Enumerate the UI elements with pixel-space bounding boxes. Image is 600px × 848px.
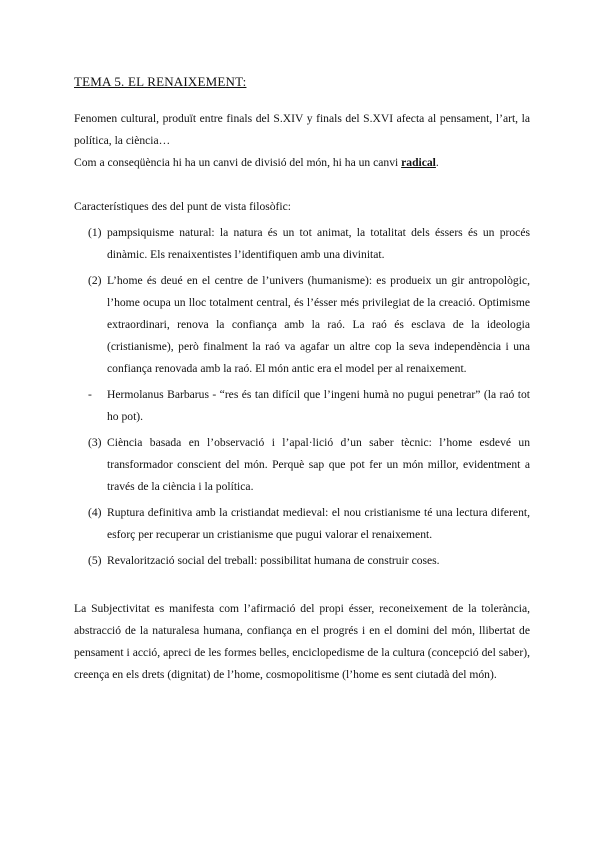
list-marker: (3) xyxy=(88,436,102,449)
spacer xyxy=(74,576,530,598)
list-item-text: Ruptura definitiva amb la cristiandat medieval: el nou cristianisme té una lectura diferent, esforç per recuperar un cristianisme que pugui valorar el renaixement. xyxy=(107,506,530,541)
list-item-text: Hermolanus Barbarus - “res és tan difícil que l’ingeni humà no pugui penetrar” (la raó tot ho pot). xyxy=(107,388,530,423)
intro-line2-text: Com a conseqüència hi ha un canvi de divisió del món, hi ha un canvi xyxy=(74,156,402,169)
list-item-text: L’home és deué en el centre de l’univers (humanisme): es produeix un gir antropològic, l’home ocupa un lloc totalment central, és l’ésser més privilegiat de la creació. Optimisme extraordinari, renova la confiança amb la raó. La raó és esclava de la ideologia (cristianisme), però finalment la raó va agafar un altre cop la seva independència i una confiança renovada amb la raó. El món antic era el model per al renaixement. xyxy=(107,274,530,375)
closing-paragraph: La Subjectivitat es manifesta com l’afirmació del propi ésser, reconeixement de la tolerància, abstracció de la naturalesa humana, confiança en el progrés i en el domini del món, llibertat de pensament i acció, apreci de les formes belles, enciclopedisme de la cultura (concepció del saber), creença en els drets (dignitat) de l’home, cosmopolitisme (l’home es sent ciutadà del món). xyxy=(74,602,530,681)
list-item xyxy=(74,550,530,572)
list-item-text: Revalorització social del treball: possibilitat humana de construir coses. xyxy=(107,554,440,567)
list-item xyxy=(74,270,530,380)
document-page xyxy=(74,74,530,686)
list-item xyxy=(74,432,530,498)
list-marker: (5) xyxy=(88,554,102,567)
list-marker: (4) xyxy=(88,506,102,519)
page-title: TEMA 5. EL RENAIXEMENT: xyxy=(74,74,247,89)
list-marker: - xyxy=(88,388,92,401)
spacer xyxy=(74,174,530,196)
list-item xyxy=(74,222,530,266)
radical-emphasis: radical xyxy=(401,156,436,169)
characteristics-list xyxy=(74,222,530,572)
intro-line2-suffix: . xyxy=(435,156,439,169)
characteristics-heading: Característiques des del punt de vista filosòfic: xyxy=(74,200,292,213)
intro-paragraph-2 xyxy=(74,152,530,174)
list-item xyxy=(74,384,530,428)
list-item-text: Ciència basada en l’observació i l’apal·lició d’un saber tècnic: l’home esdevé un transformador conscient del món. Perquè sap que pot fer un món millor, evidentment a través de la ciència i la política. xyxy=(107,436,530,493)
list-marker: (2) xyxy=(88,274,102,287)
list-marker: (1) xyxy=(88,226,102,239)
list-item xyxy=(74,502,530,546)
list-item-text: pampsiquisme natural: la natura és un tot animat, la totalitat dels éssers és un procés dinàmic. Els renaixentistes l’identifiquen amb una divinitat. xyxy=(107,226,530,261)
intro-paragraph-1: Fenomen cultural, produït entre finals del S.XIV y finals del S.XVI afecta al pensament, l’art, la política, la ciència… xyxy=(74,112,530,147)
